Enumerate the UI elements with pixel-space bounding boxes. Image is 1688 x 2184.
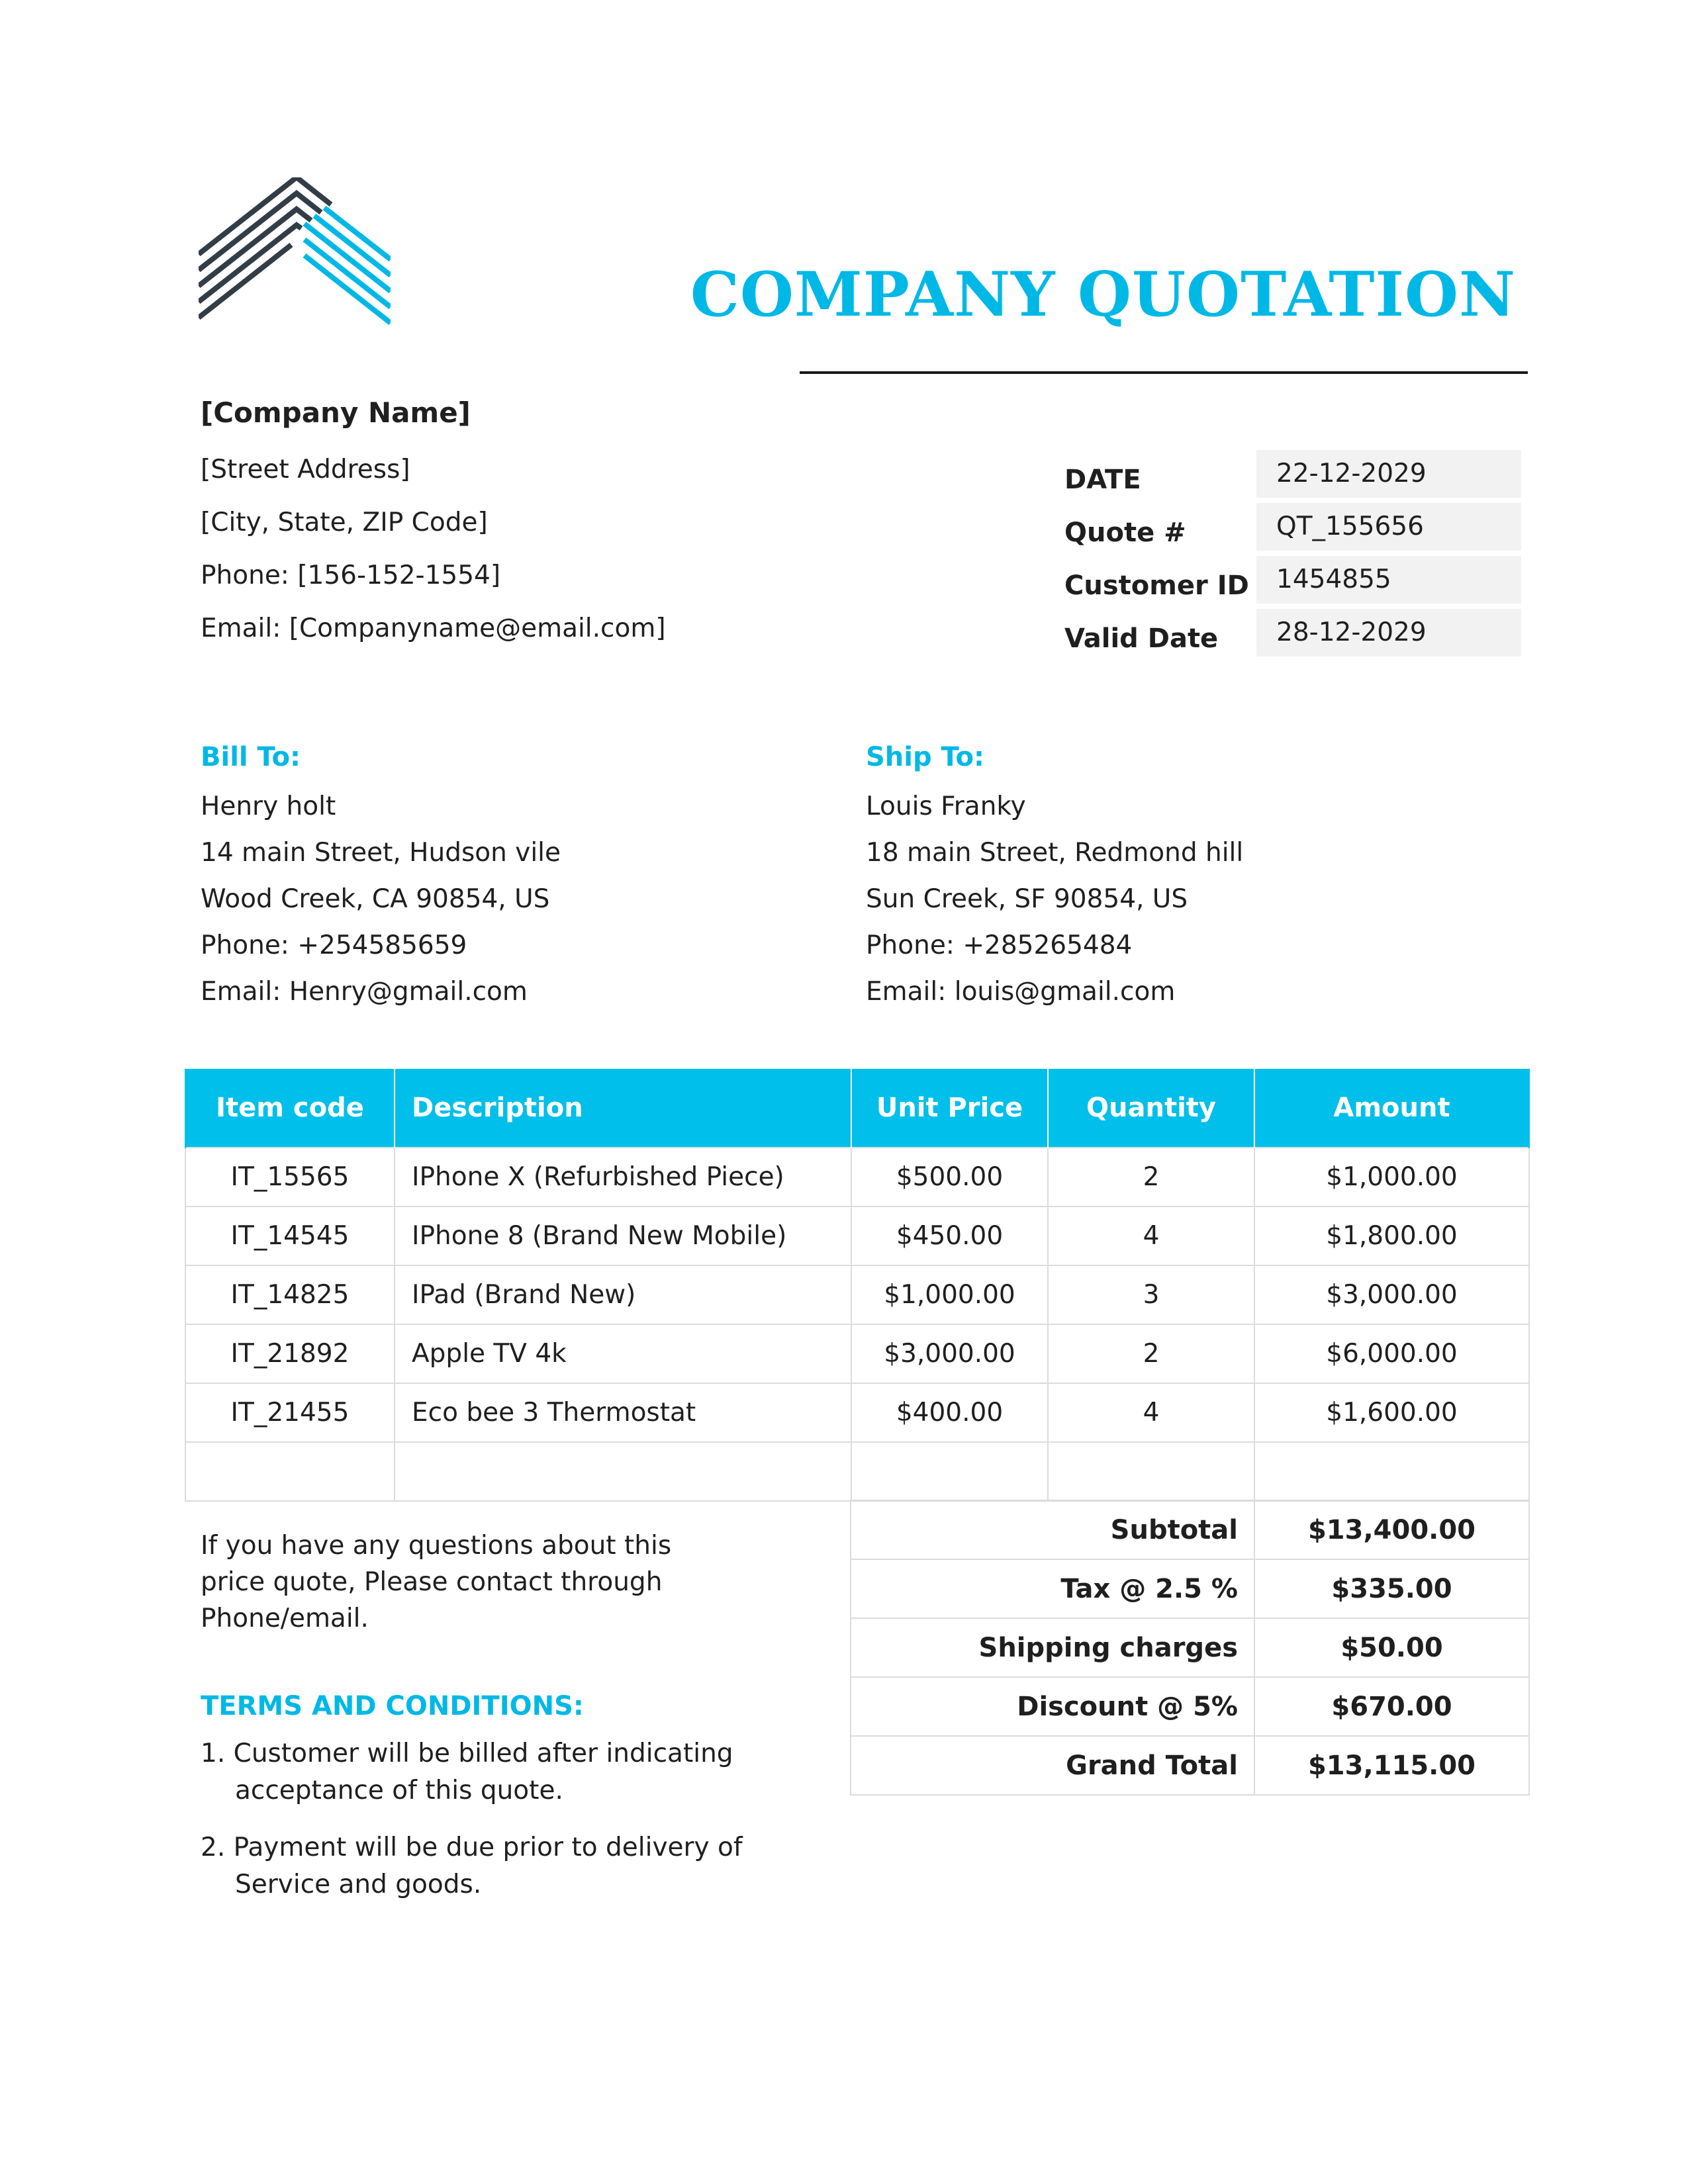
table-row <box>185 1206 1529 1265</box>
company-phone: Phone: [156-152-1554] <box>201 561 501 590</box>
amount-cell[interactable]: $3,000.00 <box>1254 1265 1529 1324</box>
totals-row-tax <box>851 1559 1529 1618</box>
totals-label: Shipping charges <box>851 1618 1254 1677</box>
terms-item <box>201 1735 863 1809</box>
meta-label: Valid Date <box>1064 623 1219 654</box>
bill-to-heading: Bill To: <box>201 742 301 772</box>
totals-row-shipping <box>851 1618 1529 1677</box>
totals-row-grand-total <box>851 1736 1529 1795</box>
title-divider <box>800 371 1528 374</box>
note-line: If you have any questions about this <box>201 1531 672 1561</box>
grand-total-value[interactable]: $13,115.00 <box>1254 1736 1529 1795</box>
quantity-cell[interactable]: 3 <box>1048 1265 1254 1324</box>
company-logo-icon <box>199 177 391 330</box>
item-code-cell[interactable]: IT_14825 <box>185 1265 395 1324</box>
description-cell[interactable] <box>395 1442 851 1501</box>
note-line: Phone/email. <box>201 1604 369 1633</box>
discount-value[interactable]: $670.00 <box>1254 1677 1529 1736</box>
bill-to-line: Henry holt <box>201 792 336 821</box>
amount-cell[interactable]: $6,000.00 <box>1254 1324 1529 1383</box>
company-name: [Company Name] <box>201 396 471 429</box>
unit-price-cell[interactable]: $1,000.00 <box>851 1265 1048 1324</box>
totals-row-discount <box>851 1677 1529 1736</box>
description-cell[interactable]: IPhone 8 (Brand New Mobile) <box>395 1206 851 1265</box>
terms-item-line: acceptance of this quote. <box>235 1776 563 1805</box>
table-row <box>185 1265 1529 1324</box>
meta-row-quote-number <box>1064 503 1528 551</box>
ship-to-section <box>866 733 1462 1015</box>
terms-item-line: 2. Payment will be due prior to delivery of <box>201 1833 743 1862</box>
company-city: [City, State, ZIP Code] <box>201 508 488 537</box>
item-code-cell[interactable]: IT_14545 <box>185 1206 395 1265</box>
meta-row-customer-id <box>1064 556 1528 604</box>
unit-price-cell[interactable]: $400.00 <box>851 1383 1048 1442</box>
terms-item <box>201 1829 863 1903</box>
subtotal-value[interactable]: $13,400.00 <box>1254 1500 1529 1559</box>
meta-label: Quote # <box>1064 518 1186 548</box>
bill-to-section <box>201 733 796 1015</box>
note-line: price quote, Please contact through <box>201 1567 663 1597</box>
unit-price-cell[interactable]: $450.00 <box>851 1206 1048 1265</box>
totals-label: Subtotal <box>851 1500 1254 1559</box>
company-info <box>201 392 929 660</box>
description-cell[interactable]: IPad (Brand New) <box>395 1265 851 1324</box>
tax-value[interactable]: $335.00 <box>1254 1559 1529 1618</box>
item-code-cell[interactable] <box>185 1442 395 1501</box>
item-code-cell[interactable]: IT_21455 <box>185 1383 395 1442</box>
quantity-cell[interactable] <box>1048 1442 1254 1501</box>
totals-label: Tax @ 2.5 % <box>851 1559 1254 1618</box>
unit-price-cell[interactable]: $3,000.00 <box>851 1324 1048 1383</box>
column-header-quantity: Quantity <box>1048 1069 1254 1148</box>
terms-item-line: 1. Customer will be billed after indicating <box>201 1739 733 1768</box>
ship-to-line: Email: louis@gmail.com <box>866 977 1176 1007</box>
shipping-value[interactable]: $50.00 <box>1254 1618 1529 1677</box>
meta-row-valid-date <box>1064 609 1528 657</box>
table-row <box>185 1148 1529 1206</box>
ship-to-line: 18 main Street, Redmond hill <box>866 838 1244 868</box>
table-row <box>185 1324 1529 1383</box>
meta-row-date <box>1064 450 1528 498</box>
meta-label: Customer ID <box>1064 570 1249 601</box>
quote-meta <box>1064 450 1528 662</box>
amount-cell[interactable]: $1,600.00 <box>1254 1383 1529 1442</box>
table-row-empty <box>185 1442 1529 1501</box>
bill-to-line: Wood Creek, CA 90854, US <box>201 884 550 914</box>
column-header-unit-price: Unit Price <box>851 1069 1048 1148</box>
table-row <box>185 1383 1529 1442</box>
meta-label: DATE <box>1064 465 1141 495</box>
unit-price-cell[interactable] <box>851 1442 1048 1501</box>
items-table <box>185 1069 1530 1502</box>
company-street: [Street Address] <box>201 455 410 484</box>
quantity-cell[interactable]: 2 <box>1048 1324 1254 1383</box>
ship-to-line: Sun Creek, SF 90854, US <box>866 884 1188 914</box>
contact-note <box>201 1527 796 1637</box>
ship-to-line: Phone: +285265484 <box>866 931 1133 960</box>
meta-value-date[interactable]: 22-12-2029 <box>1256 450 1521 498</box>
amount-cell[interactable]: $1,000.00 <box>1254 1148 1529 1206</box>
ship-to-heading: Ship To: <box>866 742 985 772</box>
totals-row-subtotal <box>851 1500 1529 1559</box>
items-table-header <box>185 1069 1529 1148</box>
description-cell[interactable]: Eco bee 3 Thermostat <box>395 1383 851 1442</box>
page-title: COMPANY QUOTATION <box>690 258 1516 330</box>
totals-label: Grand Total <box>851 1736 1254 1795</box>
meta-value-customer-id[interactable]: 1454855 <box>1256 556 1521 604</box>
column-header-item-code: Item code <box>185 1069 395 1148</box>
terms-list <box>201 1735 863 1923</box>
meta-value-quote-number[interactable]: QT_155656 <box>1256 503 1521 551</box>
bill-to-line: 14 main Street, Hudson vile <box>201 838 561 868</box>
terms-heading: TERMS AND CONDITIONS: <box>201 1691 584 1721</box>
unit-price-cell[interactable]: $500.00 <box>851 1148 1048 1206</box>
item-code-cell[interactable]: IT_21892 <box>185 1324 395 1383</box>
company-email: Email: [Companyname@email.com] <box>201 614 666 643</box>
quantity-cell[interactable]: 4 <box>1048 1383 1254 1442</box>
item-code-cell[interactable]: IT_15565 <box>185 1148 395 1206</box>
column-header-description: Description <box>395 1069 851 1148</box>
quantity-cell[interactable]: 4 <box>1048 1206 1254 1265</box>
totals-table <box>850 1500 1530 1796</box>
amount-cell[interactable]: $1,800.00 <box>1254 1206 1529 1265</box>
quantity-cell[interactable]: 2 <box>1048 1148 1254 1206</box>
description-cell[interactable]: IPhone X (Refurbished Piece) <box>395 1148 851 1206</box>
description-cell[interactable]: Apple TV 4k <box>395 1324 851 1383</box>
bill-to-line: Email: Henry@gmail.com <box>201 977 528 1007</box>
amount-cell[interactable] <box>1254 1442 1529 1501</box>
column-header-amount: Amount <box>1254 1069 1529 1148</box>
totals-label: Discount @ 5% <box>851 1677 1254 1736</box>
bill-to-line: Phone: +254585659 <box>201 931 467 960</box>
meta-value-valid-date[interactable]: 28-12-2029 <box>1256 609 1521 657</box>
terms-item-line: Service and goods. <box>235 1870 482 1899</box>
ship-to-line: Louis Franky <box>866 792 1026 821</box>
